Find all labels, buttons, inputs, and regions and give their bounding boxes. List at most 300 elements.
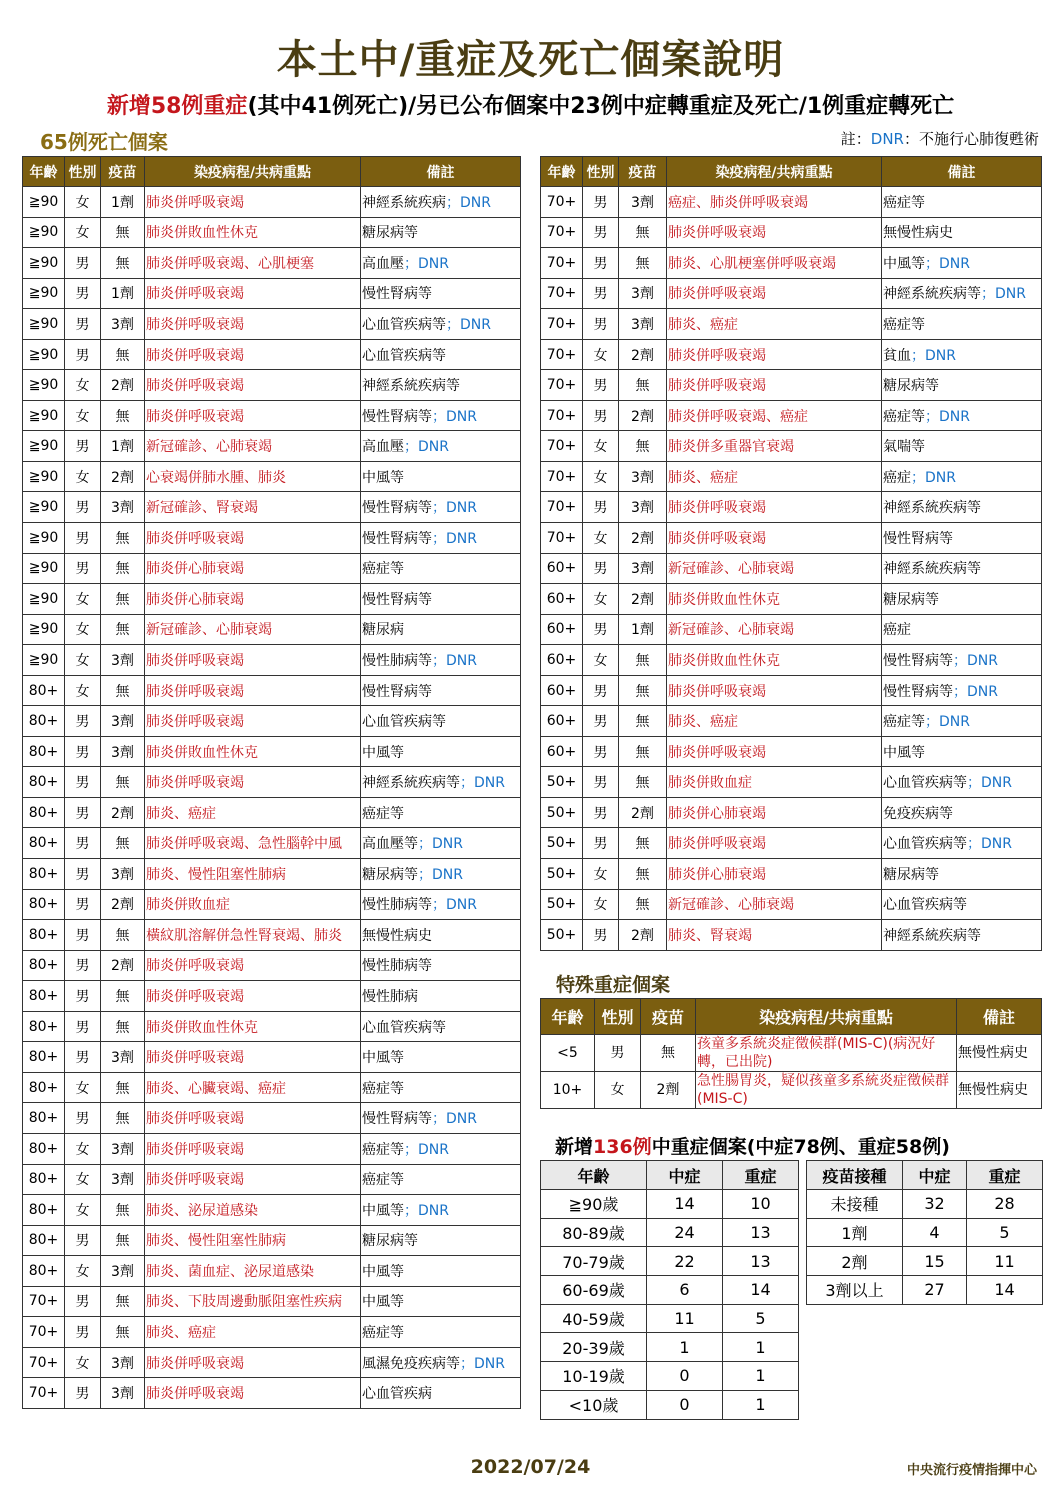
count-cell: 14 (723, 1276, 799, 1305)
remark-cell (882, 584, 1042, 615)
course-cell: 肺炎併心肺衰竭 (667, 797, 882, 828)
age-cell: ≧90 (23, 523, 65, 554)
age-cell: 50+ (541, 889, 583, 920)
sex-cell: 男 (583, 614, 619, 645)
course-cell: 肺炎、心臟衰竭、癌症 (145, 1072, 361, 1103)
remark-cell: 無慢性病史 (957, 1072, 1042, 1109)
remark-text: 癌症等 (362, 561, 404, 578)
remark-cell (361, 1195, 521, 1226)
table-row (541, 1035, 1042, 1072)
dnr-tag: ；DNR (967, 775, 1012, 792)
header-cell: 性別 (583, 157, 619, 187)
vaccine-cell: 3劑 (619, 309, 667, 340)
vaccine-cell: 無 (101, 828, 145, 859)
count-cell: 11 (967, 1247, 1043, 1276)
age-cell: 80+ (23, 950, 65, 981)
header-cell: 備註 (957, 999, 1042, 1035)
course-cell: 肺炎併敗血症 (667, 767, 882, 798)
vaccine-cell: 無 (101, 920, 145, 951)
group-cell: 40-59歲 (541, 1304, 647, 1333)
special-cases-table (540, 998, 1042, 1109)
table-row (23, 1195, 521, 1226)
table-row (541, 370, 1042, 401)
remark-text: 心血管疾病等 (362, 316, 446, 333)
remark-text: 心血管疾病等 (362, 1019, 446, 1036)
remark-text: 貧血 (883, 347, 911, 364)
count-cell: 32 (903, 1190, 967, 1219)
vaccine-cell: 3劑 (101, 1042, 145, 1073)
vaccine-cell: 2劑 (101, 950, 145, 981)
age-cell: 60+ (541, 645, 583, 676)
course-cell: 肺炎併呼吸衰竭 (667, 370, 882, 401)
remark-text: 慢性腎病等 (362, 683, 432, 700)
remark-text: 高血壓等 (362, 836, 418, 853)
table-row (23, 370, 521, 401)
dnr-tag: ；DNR (953, 683, 998, 700)
dnr-tag: ；DNR (460, 775, 505, 792)
remark-cell (361, 828, 521, 859)
vaccine-cell: 無 (101, 675, 145, 706)
table-row (541, 400, 1042, 431)
sex-cell: 男 (583, 920, 619, 951)
remark-cell (361, 1286, 521, 1317)
table-row (541, 1072, 1042, 1109)
count-cell: 28 (967, 1190, 1043, 1219)
course-cell: 肺炎併呼吸衰竭、心肌梗塞 (145, 248, 361, 279)
table-row (541, 217, 1042, 248)
age-cell: 80+ (23, 828, 65, 859)
vaccine-cell: 2劑 (619, 797, 667, 828)
table-row (541, 889, 1042, 920)
remark-cell (882, 553, 1042, 584)
count-cell: 13 (723, 1218, 799, 1247)
table-row (541, 614, 1042, 645)
sex-cell: 男 (65, 1225, 101, 1256)
course-cell: 肺炎併呼吸衰竭 (145, 1133, 361, 1164)
sex-cell: 男 (583, 797, 619, 828)
group-cell: <10歲 (541, 1390, 647, 1419)
header-cell: 疫苗 (101, 157, 145, 187)
remark-text: 中風等 (362, 744, 404, 761)
group-cell: 20-39歲 (541, 1333, 647, 1362)
dnr-tag: ；DNR (432, 408, 477, 425)
table-header-row (23, 157, 521, 187)
table-row (541, 278, 1042, 309)
remark-cell (361, 1072, 521, 1103)
age-cell: 70+ (23, 1286, 65, 1317)
course-cell: 肺炎併呼吸衰竭、急性腦幹中風 (145, 828, 361, 859)
remark-text: 慢性肺病等 (362, 958, 432, 975)
age-cell: 80+ (23, 1256, 65, 1287)
remark-text: 中風等 (362, 1294, 404, 1311)
vaccine-cell: 無 (101, 981, 145, 1012)
age-cell: 70+ (541, 523, 583, 554)
vaccine-cell: 無 (619, 828, 667, 859)
age-cell: 80+ (23, 1072, 65, 1103)
age-cell: 50+ (541, 767, 583, 798)
table-row (23, 1286, 521, 1317)
sex-cell: 女 (65, 584, 101, 615)
age-stats-table (540, 1160, 799, 1420)
table-row (23, 461, 521, 492)
sex-cell: 男 (65, 889, 101, 920)
remark-cell (361, 1378, 521, 1409)
remark-cell (882, 645, 1042, 676)
sex-cell: 男 (65, 1011, 101, 1042)
age-cell: 80+ (23, 736, 65, 767)
sex-cell: 男 (65, 950, 101, 981)
age-cell: ≧90 (23, 339, 65, 370)
age-cell: 50+ (541, 797, 583, 828)
sex-cell: 男 (65, 1286, 101, 1317)
sex-cell: 男 (583, 553, 619, 584)
vaccine-cell: 無 (619, 217, 667, 248)
table-row (23, 767, 521, 798)
group-cell: 60-69歲 (541, 1276, 647, 1305)
vaccine-cell: 2劑 (101, 889, 145, 920)
age-cell: 60+ (541, 584, 583, 615)
remark-cell (361, 1317, 521, 1348)
sex-cell: 女 (583, 431, 619, 462)
vaccine-cell: 2劑 (101, 461, 145, 492)
remark-text: 糖尿病等 (883, 378, 939, 395)
vaccine-cell: 無 (619, 675, 667, 706)
vaccine-cell: 無 (619, 706, 667, 737)
table-row (541, 645, 1042, 676)
dnr-tag: ；DNR (432, 652, 477, 669)
dnr-term: DNR (870, 130, 904, 148)
count-cell: 1 (723, 1390, 799, 1419)
remark-cell (361, 1133, 521, 1164)
course-cell: 肺炎併呼吸衰竭 (667, 339, 882, 370)
remark-cell (882, 828, 1042, 859)
new-cases-count: 136例 (593, 1136, 652, 1158)
table-row (541, 461, 1042, 492)
vaccine-cell: 2劑 (619, 584, 667, 615)
header-cell: 重症 (967, 1161, 1043, 1190)
group-cell: 10-19歲 (541, 1362, 647, 1391)
course-cell: 新冠確診、心肺衰竭 (145, 614, 361, 645)
age-cell: 80+ (23, 1225, 65, 1256)
table-row (23, 278, 521, 309)
group-cell: ≧90歲 (541, 1190, 647, 1219)
vaccine-header-row (807, 1161, 1043, 1190)
vaccine-cell: 無 (641, 1035, 696, 1072)
sex-cell: 女 (65, 370, 101, 401)
age-cell: 60+ (541, 706, 583, 737)
remark-text: 癌症 (883, 469, 911, 486)
table-row (541, 675, 1042, 706)
age-cell: ≧90 (23, 461, 65, 492)
count-cell: 6 (647, 1276, 723, 1305)
deaths-section-title: 65例死亡個案 (40, 130, 168, 154)
vaccine-cell: 無 (619, 370, 667, 401)
age-cell: 80+ (23, 706, 65, 737)
course-cell: 肺炎、泌尿道感染 (145, 1195, 361, 1226)
vaccine-cell: 無 (619, 767, 667, 798)
table-row (541, 309, 1042, 340)
sex-cell: 女 (583, 645, 619, 676)
vaccine-body (807, 1190, 1043, 1305)
vaccine-cell: 無 (619, 736, 667, 767)
remark-text: 神經系統疾病等 (883, 927, 981, 944)
sex-cell: 女 (65, 614, 101, 645)
course-cell: 肺炎併多重器官衰竭 (667, 431, 882, 462)
remark-text: 免疫疾病等 (883, 805, 953, 822)
vaccine-cell: 3劑 (101, 309, 145, 340)
course-cell: 肺炎併呼吸衰竭 (145, 675, 361, 706)
course-cell: 肺炎併敗血性休克 (145, 217, 361, 248)
vaccine-cell: 無 (101, 248, 145, 279)
age-cell: ≧90 (23, 614, 65, 645)
remark-text: 糖尿病 (362, 622, 404, 639)
header-cell: 重症 (723, 1161, 799, 1190)
table-row (23, 828, 521, 859)
special-body (541, 1035, 1042, 1109)
dnr-tag: ；DNR (981, 286, 1026, 303)
remark-text: 癌症等 (883, 194, 925, 211)
age-cell: 50+ (541, 920, 583, 951)
group-cell: 70-79歲 (541, 1247, 647, 1276)
table-row (23, 1347, 521, 1378)
table-row (541, 523, 1042, 554)
vaccine-cell: 3劑 (101, 645, 145, 676)
course-cell: 肺炎併心肺衰竭 (145, 584, 361, 615)
remark-text: 慢性肺病等 (362, 652, 432, 669)
remark-text: 糖尿病等 (362, 1233, 418, 1250)
table-row (23, 309, 521, 340)
count-cell: 11 (647, 1304, 723, 1333)
remark-cell (882, 248, 1042, 279)
sex-cell: 男 (65, 767, 101, 798)
sex-cell: 女 (65, 1072, 101, 1103)
vaccine-cell: 2劑 (101, 370, 145, 401)
table-row (541, 1276, 799, 1305)
remark-cell (882, 889, 1042, 920)
remark-text: 高血壓 (362, 439, 404, 456)
dnr-tag: ；DNR (432, 1111, 477, 1128)
remark-cell (882, 736, 1042, 767)
table-row (23, 584, 521, 615)
remark-text: 心血管疾病等 (883, 836, 967, 853)
age-cell: 70+ (541, 309, 583, 340)
course-cell: 肺炎併呼吸衰竭、癌症 (667, 400, 882, 431)
table-row (23, 797, 521, 828)
sex-cell: 男 (583, 492, 619, 523)
sex-cell: 男 (65, 492, 101, 523)
sex-cell: 女 (65, 1164, 101, 1195)
dnr-tag: ；DNR (911, 347, 956, 364)
table-row (23, 981, 521, 1012)
age-cell: <5 (541, 1035, 595, 1072)
sex-cell: 男 (65, 1103, 101, 1134)
remark-text: 神經系統疾病等 (883, 561, 981, 578)
table-row (23, 492, 521, 523)
sex-cell: 女 (65, 645, 101, 676)
special-cases-title: 特殊重症個案 (556, 974, 671, 996)
sex-cell: 女 (65, 400, 101, 431)
count-cell: 14 (967, 1276, 1043, 1305)
course-cell: 肺炎併呼吸衰竭 (145, 187, 361, 218)
sex-cell: 女 (583, 859, 619, 890)
course-cell: 肺炎併呼吸衰竭 (145, 645, 361, 676)
age-cell: 80+ (23, 1042, 65, 1073)
vaccine-cell: 無 (619, 889, 667, 920)
sex-cell: 男 (583, 370, 619, 401)
sex-cell: 女 (65, 217, 101, 248)
course-cell: 肺炎併呼吸衰竭 (667, 736, 882, 767)
course-cell: 肺炎併呼吸衰竭 (145, 309, 361, 340)
vaccine-cell: 無 (101, 614, 145, 645)
table-row (23, 950, 521, 981)
vaccine-cell: 3劑 (619, 553, 667, 584)
remark-cell (882, 797, 1042, 828)
course-cell: 急性腸胃炎，疑似孩童多系統炎症徵候群(MIS-C) (696, 1072, 957, 1109)
remark-cell (361, 1225, 521, 1256)
vaccine-stats-table (806, 1160, 1043, 1305)
age-cell: 70+ (23, 1317, 65, 1348)
sex-cell: 女 (65, 461, 101, 492)
age-cell: 80+ (23, 1011, 65, 1042)
course-cell: 新冠確診、腎衰竭 (145, 492, 361, 523)
vaccine-cell: 無 (101, 1225, 145, 1256)
header-cell: 年齡 (23, 157, 65, 187)
remark-cell (361, 461, 521, 492)
deaths-right-body (541, 187, 1042, 951)
table-row (23, 1103, 521, 1134)
sex-cell: 男 (65, 920, 101, 951)
remark-cell (882, 523, 1042, 554)
course-cell: 肺炎併心肺衰竭 (145, 553, 361, 584)
remark-cell (882, 400, 1042, 431)
table-row (541, 797, 1042, 828)
table-row (541, 187, 1042, 218)
header-cell: 疫苗接種 (807, 1161, 903, 1190)
table-row (541, 1390, 799, 1419)
age-cell: 70+ (23, 1378, 65, 1409)
age-cell: ≧90 (23, 370, 65, 401)
course-cell: 肺炎併敗血性休克 (145, 736, 361, 767)
age-cell: ≧90 (23, 278, 65, 309)
deaths-left-body (23, 187, 521, 1409)
remark-text: 慢性腎病等 (362, 1111, 432, 1128)
age-cell: 50+ (541, 859, 583, 890)
remark-cell (361, 767, 521, 798)
sex-cell: 男 (583, 278, 619, 309)
table-row (23, 1072, 521, 1103)
table-row (23, 339, 521, 370)
group-cell: 3劑以上 (807, 1276, 903, 1305)
remark-text: 心血管疾病等 (883, 775, 967, 792)
remark-text: 癌症等 (362, 1325, 404, 1341)
remark-cell (361, 1103, 521, 1134)
remark-cell (361, 1164, 521, 1195)
age-cell: 70+ (541, 278, 583, 309)
group-cell: 未接種 (807, 1190, 903, 1219)
dnr-tag: ；DNR (404, 439, 449, 456)
course-cell: 肺炎、慢性阻塞性肺病 (145, 859, 361, 890)
age-cell: 70+ (541, 370, 583, 401)
dnr-tag: ；DNR (404, 1202, 449, 1219)
count-cell: 1 (647, 1333, 723, 1362)
table-row (23, 706, 521, 737)
course-cell: 肺炎併敗血性休克 (145, 1011, 361, 1042)
remark-cell (882, 461, 1042, 492)
age-header-row (541, 1161, 799, 1190)
count-cell: 22 (647, 1247, 723, 1276)
course-cell: 肺炎、癌症 (145, 1317, 361, 1348)
vaccine-cell: 1劑 (619, 614, 667, 645)
course-cell: 肺炎、慢性阻塞性肺病 (145, 1225, 361, 1256)
vaccine-cell: 無 (101, 400, 145, 431)
remark-text: 慢性腎病等 (362, 591, 432, 608)
sex-cell: 男 (583, 828, 619, 859)
remark-text: 中風等 (362, 1263, 404, 1280)
table-row (23, 645, 521, 676)
header-cell: 中症 (647, 1161, 723, 1190)
vaccine-cell: 無 (101, 553, 145, 584)
table-row (23, 523, 521, 554)
remark-cell (361, 248, 521, 279)
remark-cell (882, 859, 1042, 890)
course-cell: 肺炎、腎衰竭 (667, 920, 882, 951)
group-cell: 1劑 (807, 1218, 903, 1247)
age-cell: 70+ (541, 248, 583, 279)
vaccine-cell: 1劑 (101, 278, 145, 309)
header-cell: 性別 (65, 157, 101, 187)
dnr-tag: ；DNR (953, 652, 998, 669)
dnr-tag: ；DNR (446, 316, 491, 333)
age-cell: 80+ (23, 889, 65, 920)
course-cell: 肺炎、癌症 (667, 461, 882, 492)
vaccine-cell: 無 (101, 217, 145, 248)
table-row (807, 1218, 1043, 1247)
age-cell: 80+ (23, 797, 65, 828)
remark-text: 癌症等 (362, 1080, 404, 1097)
remark-cell (361, 859, 521, 890)
remark-text: 中風等 (362, 1202, 404, 1219)
remark-text: 心血管疾病 (362, 1386, 432, 1403)
remark-cell (361, 614, 521, 645)
table-row (23, 859, 521, 890)
table-row (23, 553, 521, 584)
course-cell: 肺炎、癌症 (667, 309, 882, 340)
vaccine-cell: 無 (101, 1011, 145, 1042)
course-cell: 肺炎併呼吸衰竭 (667, 492, 882, 523)
age-cell: ≧90 (23, 553, 65, 584)
course-cell: 橫紋肌溶解併急性腎衰竭、肺炎 (145, 920, 361, 951)
age-cell: 80+ (23, 920, 65, 951)
table-row (541, 706, 1042, 737)
remark-cell (361, 797, 521, 828)
table-row (23, 889, 521, 920)
table-row (23, 1042, 521, 1073)
remark-cell (361, 706, 521, 737)
remark-cell (361, 523, 521, 554)
sex-cell: 男 (583, 736, 619, 767)
remark-text: 心血管疾病等 (883, 897, 967, 914)
remark-text: 癌症等 (883, 316, 925, 333)
vaccine-cell: 1劑 (101, 431, 145, 462)
table-row (541, 1304, 799, 1333)
remark-text: 慢性腎病等 (883, 683, 953, 700)
header-cell: 年齡 (541, 157, 583, 187)
remark-text: 氣喘等 (883, 439, 925, 456)
remark-cell (882, 492, 1042, 523)
vaccine-cell: 3劑 (101, 1256, 145, 1287)
table-row (23, 1225, 521, 1256)
dnr-tag: ；DNR (925, 714, 970, 731)
